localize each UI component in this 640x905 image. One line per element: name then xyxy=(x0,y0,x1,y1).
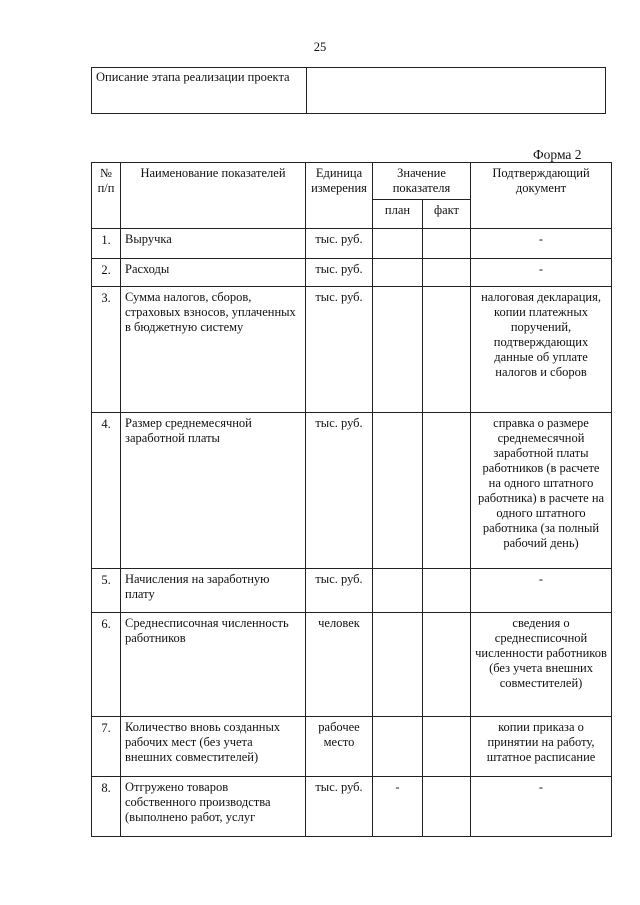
row-name: Размер среднемесячной заработной платы xyxy=(121,413,306,569)
row-fact xyxy=(423,287,471,413)
row-num: 6. xyxy=(92,613,121,717)
row-num: 1. xyxy=(92,229,121,259)
row-unit: тыс. руб. xyxy=(306,569,373,613)
row-doc: копии приказа о принятии на работу, штатное расписание xyxy=(471,717,612,777)
row-name: Количество вновь созданных рабочих мест (без учета внешних совместителей) xyxy=(121,717,306,777)
row-name: Выручка xyxy=(121,229,306,259)
table-row xyxy=(92,229,612,259)
table-row xyxy=(92,717,612,777)
row-unit: тыс. руб. xyxy=(306,777,373,837)
row-doc: - xyxy=(471,569,612,613)
project-stage-table xyxy=(91,67,606,114)
row-name: Отгружено товаров собственного производства (выполнено работ, услуг xyxy=(121,777,306,837)
row-doc: - xyxy=(471,229,612,259)
project-stage-value xyxy=(307,68,606,114)
row-unit: тыс. руб. xyxy=(306,287,373,413)
row-name: Сумма налогов, сборов, страховых взносов, уплаченных в бюджетную систему xyxy=(121,287,306,413)
row-fact xyxy=(423,229,471,259)
row-name: Среднесписочная численность работников xyxy=(121,613,306,717)
row-num: 2. xyxy=(92,259,121,287)
row-fact xyxy=(423,259,471,287)
row-doc: налоговая декларация, копии платежных поручений, подтверждающих данные об уплате налогов и сборов xyxy=(471,287,612,413)
header-num: № п/п xyxy=(92,163,121,229)
row-doc: сведения о среднесписочной численности работников (без учета внешних совместителей) xyxy=(471,613,612,717)
header-unit: Единица измерения xyxy=(306,163,373,229)
row-name: Начисления на заработную плату xyxy=(121,569,306,613)
table-row xyxy=(92,613,612,717)
header-plan: план xyxy=(373,200,423,229)
page-number: 25 xyxy=(313,40,327,54)
row-doc: - xyxy=(471,259,612,287)
table-row xyxy=(92,287,612,413)
table-row xyxy=(92,259,612,287)
row-doc: - xyxy=(471,777,612,837)
row-num: 3. xyxy=(92,287,121,413)
row-plan xyxy=(373,613,423,717)
form-label: Форма 2 xyxy=(533,147,582,162)
row-fact xyxy=(423,413,471,569)
row-plan xyxy=(373,259,423,287)
row-doc: справка о размере среднемесячной заработной платы работников (в расчете на одного штатного работника) в расчете на одного штатного работника (за полный рабочий день) xyxy=(471,413,612,569)
header-row xyxy=(92,163,612,200)
row-fact xyxy=(423,717,471,777)
project-stage-label: Описание этапа реализации проекта xyxy=(92,68,307,114)
row-fact xyxy=(423,569,471,613)
row-plan xyxy=(373,569,423,613)
project-stage-row xyxy=(92,68,606,114)
row-num: 7. xyxy=(92,717,121,777)
row-num: 8. xyxy=(92,777,121,837)
row-unit: рабочее место xyxy=(306,717,373,777)
row-unit: тыс. руб. xyxy=(306,413,373,569)
row-plan xyxy=(373,287,423,413)
row-plan xyxy=(373,717,423,777)
row-unit: тыс. руб. xyxy=(306,229,373,259)
row-unit: человек xyxy=(306,613,373,717)
row-name: Расходы xyxy=(121,259,306,287)
header-value: Значение показателя xyxy=(373,163,471,200)
row-fact xyxy=(423,613,471,717)
row-num: 4. xyxy=(92,413,121,569)
table-row xyxy=(92,413,612,569)
row-fact xyxy=(423,777,471,837)
header-fact: факт xyxy=(423,200,471,229)
table-row xyxy=(92,777,612,837)
row-num: 5. xyxy=(92,569,121,613)
row-unit: тыс. руб. xyxy=(306,259,373,287)
row-plan xyxy=(373,413,423,569)
header-name: Наименование показателей xyxy=(121,163,306,229)
row-plan xyxy=(373,229,423,259)
indicators-table xyxy=(91,162,612,837)
header-doc: Подтверждающий документ xyxy=(471,163,612,229)
table-row xyxy=(92,569,612,613)
row-plan: - xyxy=(373,777,423,837)
